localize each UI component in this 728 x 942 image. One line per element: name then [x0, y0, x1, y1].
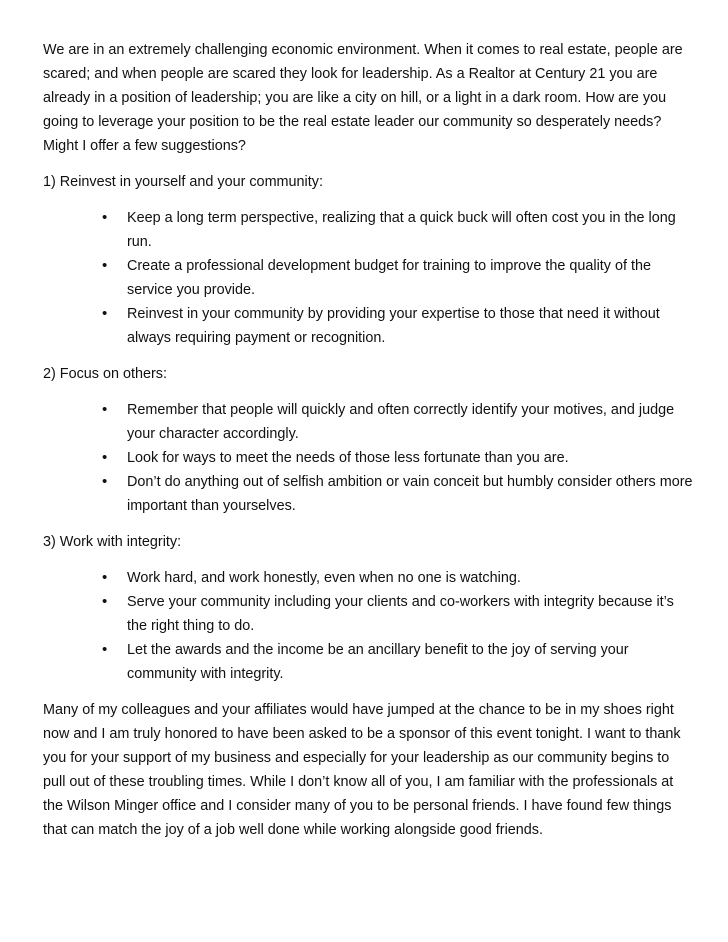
list-item: [43, 302, 693, 350]
section-heading-focus: 2) Focus on others:: [43, 366, 167, 382]
section-heading-integrity: 3) Work with integrity:: [43, 534, 182, 550]
bullet-list-integrity: [43, 566, 693, 686]
bullet-icon: •: [102, 209, 108, 226]
bullet-icon: •: [102, 257, 108, 274]
list-item: [43, 470, 693, 518]
bullet-icon: •: [102, 641, 108, 658]
bullet-icon: •: [102, 593, 108, 610]
list-item-text: Look for ways to meet the needs of those less fortunate than you are.: [127, 450, 569, 466]
section-heading-reinvest: 1) Reinvest in yourself and your community:: [43, 174, 323, 190]
bullet-list-reinvest: [43, 206, 693, 350]
list-item: [43, 566, 693, 590]
list-item-text: Reinvest in your community by providing your expertise to those that need it without always requiring payment or recognition.: [127, 306, 660, 346]
bullet-icon: •: [102, 305, 108, 322]
closing-paragraph: Many of my colleagues and your affiliates would have jumped at the chance to be in my shoes right now and I am truly honored to have been asked to be a sponsor of this event tonight. I want to thank you for your support of my business and especially for your leadership as our community begins to pull out of these troubling times. While I don’t know all of you, I am familiar with the professionals at the Wilson Minger office and I consider many of you to be personal friends. I have found few things that can match the joy of a job well done while working alongside good friends.: [43, 702, 681, 838]
bullet-list-focus: [43, 398, 693, 518]
bullet-icon: •: [102, 569, 108, 586]
bullet-icon: •: [102, 401, 108, 418]
list-item: [43, 398, 693, 446]
list-item-text: Remember that people will quickly and often correctly identify your motives, and judge your character accordingly.: [127, 402, 675, 442]
list-item-text: Keep a long term perspective, realizing that a quick buck will often cost you in the long run.: [127, 210, 676, 250]
list-item: [43, 590, 693, 638]
list-item: [43, 254, 693, 302]
intro-paragraph: We are in an extremely challenging economic environment. When it comes to real estate, people are scared; and when people are scared they look for leadership. As a Realtor at Century 21 you are already in a position of leadership; you are like a city on hill, or a light in a dark room. How are you going to leverage your position to be the real estate leader our community so desperately needs? Might I offer a few suggestions?: [43, 42, 683, 154]
bullet-icon: •: [102, 473, 108, 490]
list-item: [43, 638, 693, 686]
list-item-text: Let the awards and the income be an ancillary benefit to the joy of serving your community with integrity.: [127, 642, 629, 682]
list-item-text: Work hard, and work honestly, even when no one is watching.: [127, 570, 521, 586]
list-item-text: Create a professional development budget for training to improve the quality of the service you provide.: [127, 258, 651, 298]
document-page: [43, 38, 693, 842]
list-item-text: Serve your community including your clients and co-workers with integrity because it’s the right thing to do.: [127, 594, 674, 634]
list-item: [43, 446, 693, 470]
bullet-icon: •: [102, 449, 108, 466]
list-item-text: Don’t do anything out of selfish ambition or vain conceit but humbly consider others more important than yourselves.: [127, 474, 693, 514]
list-item: [43, 206, 693, 254]
